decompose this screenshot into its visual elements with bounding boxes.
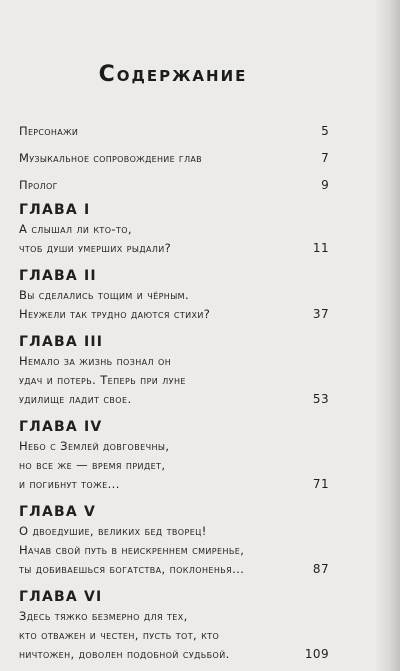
epigraph-text: ничтожен, доволен подобной судьбой. (19, 647, 230, 661)
epigraph-text: Немало за жизнь познал он (19, 354, 172, 368)
chapter-title: ГЛАВА IV (19, 419, 103, 435)
chapter-epigraph-line (19, 390, 329, 409)
epigraph-text: А слышал ли кто-то, (19, 222, 132, 236)
epigraph-text: Здесь тяжко безмерно для тех, (19, 609, 188, 623)
chapter-page: 11 (312, 241, 329, 255)
toc-entry-characters (19, 117, 329, 138)
toc-entry-page: 9 (321, 178, 329, 192)
epigraph-text: и погибнут тоже... (19, 477, 120, 491)
chapter-3 (19, 332, 329, 409)
chapter-page: 37 (312, 307, 329, 321)
chapter-page: 53 (312, 392, 329, 406)
chapter-epigraph-line (19, 239, 329, 258)
spine-shadow (374, 0, 400, 671)
chapter-title: ГЛАВА II (19, 268, 97, 284)
chapter-epigraph-line (19, 352, 329, 371)
chapter-1 (19, 200, 329, 258)
chapter-epigraph-line (19, 220, 329, 239)
toc-entry-label: Музыкальное сопровождение глав (19, 151, 202, 165)
epigraph-text: ты добиваешься богатства, поклоненья... (19, 562, 245, 576)
chapter-epigraph-line (19, 541, 329, 560)
chapter-epigraph-line (19, 645, 329, 664)
toc-entry-prologue (19, 171, 329, 192)
epigraph-text: Начав свой путь в неискреннем смиренье, (19, 543, 245, 557)
chapter-page: 87 (312, 562, 329, 576)
toc-title: Содержание (98, 62, 248, 87)
chapter-epigraph-line (19, 305, 329, 324)
epigraph-text: Вы сделались тощим и чёрным. (19, 288, 190, 302)
chapter-title: ГЛАВА V (19, 504, 96, 520)
front-matter (19, 117, 329, 192)
toc-entry-page: 5 (321, 124, 329, 138)
chapter-title: ГЛАВА III (19, 334, 104, 350)
epigraph-text: удилище ладит свое. (19, 392, 132, 406)
chapter-title: ГЛАВА VI (19, 589, 103, 605)
toc-entry-music (19, 144, 329, 165)
chapter-epigraph-line (19, 522, 329, 541)
chapter-title: ГЛАВА I (19, 202, 91, 218)
chapter-5 (19, 502, 329, 579)
chapter-2 (19, 266, 329, 324)
epigraph-text: кто отважен и честен, пусть тот, кто (19, 628, 220, 642)
epigraph-text: Неужели так трудно даются стихи? (19, 307, 211, 321)
epigraph-text: но все же — время придет, (19, 458, 166, 472)
epigraph-text: удач и потерь. Теперь при луне (19, 373, 186, 387)
chapter-epigraph-line (19, 437, 329, 456)
chapter-epigraph-line (19, 371, 329, 390)
epigraph-text: О двоедушие, великих бед творец! (19, 524, 207, 538)
chapter-epigraph-line (19, 456, 329, 475)
chapter-epigraph-line (19, 626, 329, 645)
chapter-epigraph-line (19, 475, 329, 494)
chapter-4 (19, 417, 329, 494)
toc-entry-label: Персонажи (19, 124, 79, 138)
table-of-contents (19, 117, 329, 664)
toc-entry-label: Пролог (19, 178, 58, 192)
toc-entry-page: 7 (321, 151, 329, 165)
chapter-6 (19, 587, 329, 664)
chapter-page: 71 (312, 477, 329, 491)
chapter-epigraph-line (19, 286, 329, 305)
chapter-epigraph-line (19, 560, 329, 579)
chapter-epigraph-line (19, 607, 329, 626)
epigraph-text: чтоб души умерших рыдали? (19, 241, 172, 255)
epigraph-text: Небо с Землей довговечны, (19, 439, 170, 453)
chapter-page: 109 (304, 647, 329, 661)
